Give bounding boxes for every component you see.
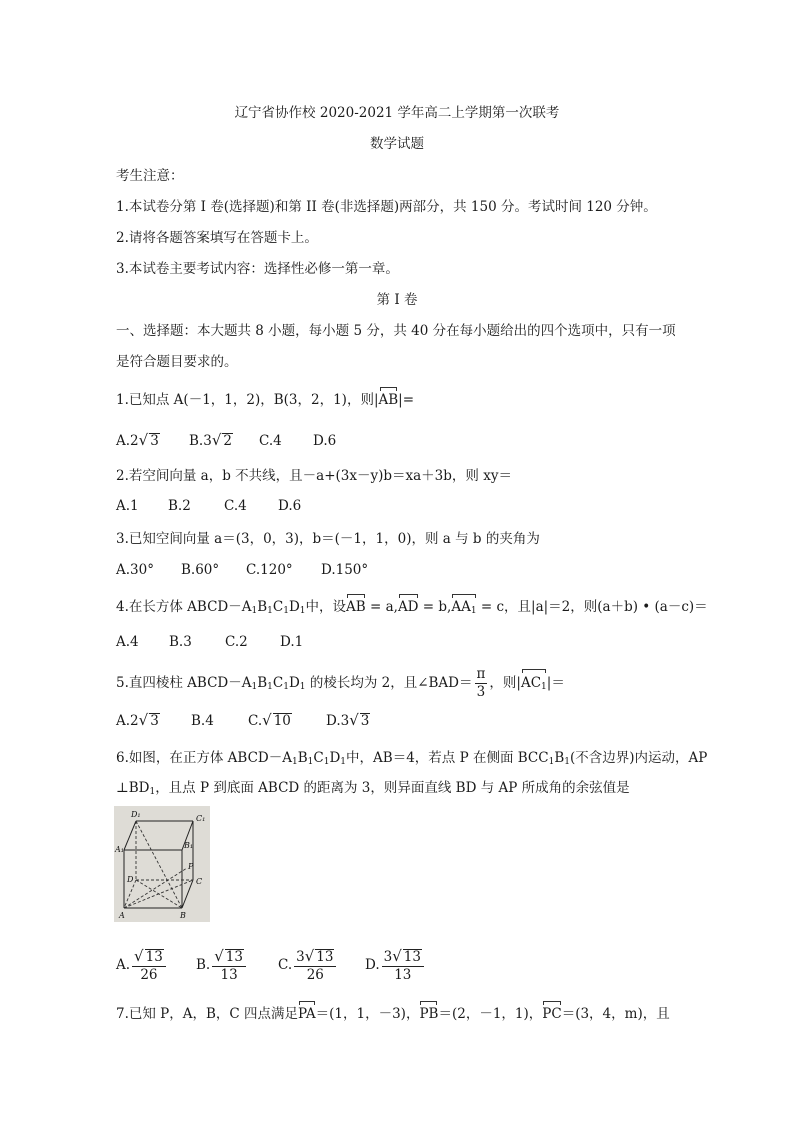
vector-PC: PC: [542, 1006, 562, 1022]
option-a: A.4: [116, 634, 139, 650]
section-instruction-line2: 是符合题目要求的。: [116, 354, 238, 370]
option-b: B.4: [191, 713, 214, 729]
vector-AD: AD: [397, 599, 419, 615]
question-4-stem: 4.在长方体 $ABCD-A_1B_1C_1D_1$中，设AB = $a,AD = b,AA_1 = c$，且|a|＝2，则(a＋b) • (a－c)＝: [116, 597, 708, 621]
vector-AB: AB: [346, 599, 366, 615]
notice-heading: 考生注意：: [116, 168, 184, 184]
option-d: D. $\frac{3√ 13}{13}$: [365, 945, 426, 985]
option-b: B.3: [169, 634, 192, 650]
option-c: C.2: [225, 634, 248, 650]
label-A: A: [119, 911, 125, 920]
notice-item-2: 2.请将各题答案填写在答题卡上。: [116, 230, 318, 246]
option-d: D.1: [280, 634, 304, 650]
question-3-options: [116, 560, 368, 580]
question-3-stem: 3.已知空间向量 a＝(3，0，3)，b＝(－1，1，0)，则 a 与 b 的夹角为: [116, 531, 540, 547]
option-a: A.2√ 3: [116, 431, 159, 449]
option-a: A.30°: [116, 562, 154, 578]
notice-item-1: 1.本试卷分第 I 卷(选择题)和第 II 卷(非选择题)两部分，共 150 分。考试时间 120 分钟。: [116, 199, 657, 215]
label-B1: B₁: [184, 841, 194, 850]
vector-AB: AB: [378, 392, 399, 408]
option-c: C. $\frac{3√ 13}{26}$: [278, 945, 365, 985]
option-b: B.60°: [181, 562, 220, 578]
vector-PB: PB: [419, 1006, 439, 1022]
notice-item-3: 3.本试卷主要考试内容：选择性必修一第一章。: [116, 261, 399, 277]
option-c: C.√ 10: [248, 711, 291, 729]
question-7-stem: 7.已知 P，A，B，C 四点满足PA＝(1，1，－3)，PB＝(2，－1，1)，PC＝(3，4，m)，且: [116, 1006, 670, 1022]
vector-PA: PA: [298, 1006, 316, 1022]
section-label: 第 I 卷: [376, 292, 418, 308]
option-d: D.150°: [321, 562, 369, 578]
question-6-stem-line1: 6.如图，在正方体 $ABCD-A_1B_1C_1D_1$中，AB＝4，若点 P 在侧面 $BCC_1B_1$(不含边界)内运动，AP: [116, 750, 708, 767]
cube-diagram: [114, 806, 210, 922]
label-P: P: [188, 862, 194, 871]
label-D: D: [127, 875, 134, 884]
option-a: A.1: [116, 498, 139, 514]
label-A1: A₁: [115, 845, 124, 854]
label-C: C: [196, 877, 203, 886]
option-b: B.2: [168, 498, 191, 514]
question-2-options: [116, 496, 301, 516]
question-6-stem-line2: $\perp BD_1$，且点 P 到底面 ABCD 的距离为 3，则异面直线 BD 与 AP 所成角的余弦值是: [116, 780, 630, 797]
label-B: B: [180, 911, 186, 920]
option-d: D.6: [278, 498, 302, 514]
question-1-stem: 1.已知点 A(－1，1，2)，B(3，2，1)，则|AB|=: [116, 392, 415, 408]
option-c: C.120°: [246, 562, 293, 578]
option-d: D.6: [313, 433, 337, 449]
question-2-stem: 2.若空间向量 a，b 不共线，且－a+(3x－y)b＝xa＋3b，则 xy＝: [116, 468, 512, 484]
option-b: B. $\frac{√ 13}{13}$: [196, 945, 278, 985]
vector-AC1: $AC_1$: [521, 672, 547, 698]
option-b: B.3√ 2: [189, 431, 232, 449]
question-4-options: [116, 632, 303, 652]
question-5-stem: 5.直四棱柱 $ABCD-A_1B_1C_1D_1$ 的棱长均为 2，且∠BAD＝ $\frac{\pi}{3}$ ，则$|AC_1|=$: [116, 666, 565, 700]
question-5-options: [116, 710, 370, 731]
label-D1: D₁: [131, 810, 141, 819]
document-subtitle: 数学试题: [370, 136, 424, 152]
section-instruction-line1: 一、选择题：本大题共 8 小题，每小题 5 分，共 40 分在每小题给出的四个选项中，只有一项: [116, 323, 676, 339]
cube-figure: [114, 806, 210, 922]
question-6-options: [116, 945, 426, 985]
vector-AA1: $AA_1$: [451, 597, 476, 621]
option-d: D.3√ 3: [326, 711, 370, 729]
question-1-options: [116, 430, 336, 451]
option-c: C.4: [259, 433, 282, 449]
option-c: C.4: [224, 498, 247, 514]
label-C1: C₁: [196, 814, 206, 823]
option-a: A. $\frac{√ 13}{26}$: [116, 945, 196, 985]
document-title: 辽宁省协作校 2020-2021 学年高二上学期第一次联考: [234, 105, 560, 121]
fraction-pi-over-3: $\frac{\pi}{3}$: [476, 666, 486, 700]
option-a: A.2√ 3: [116, 711, 159, 729]
